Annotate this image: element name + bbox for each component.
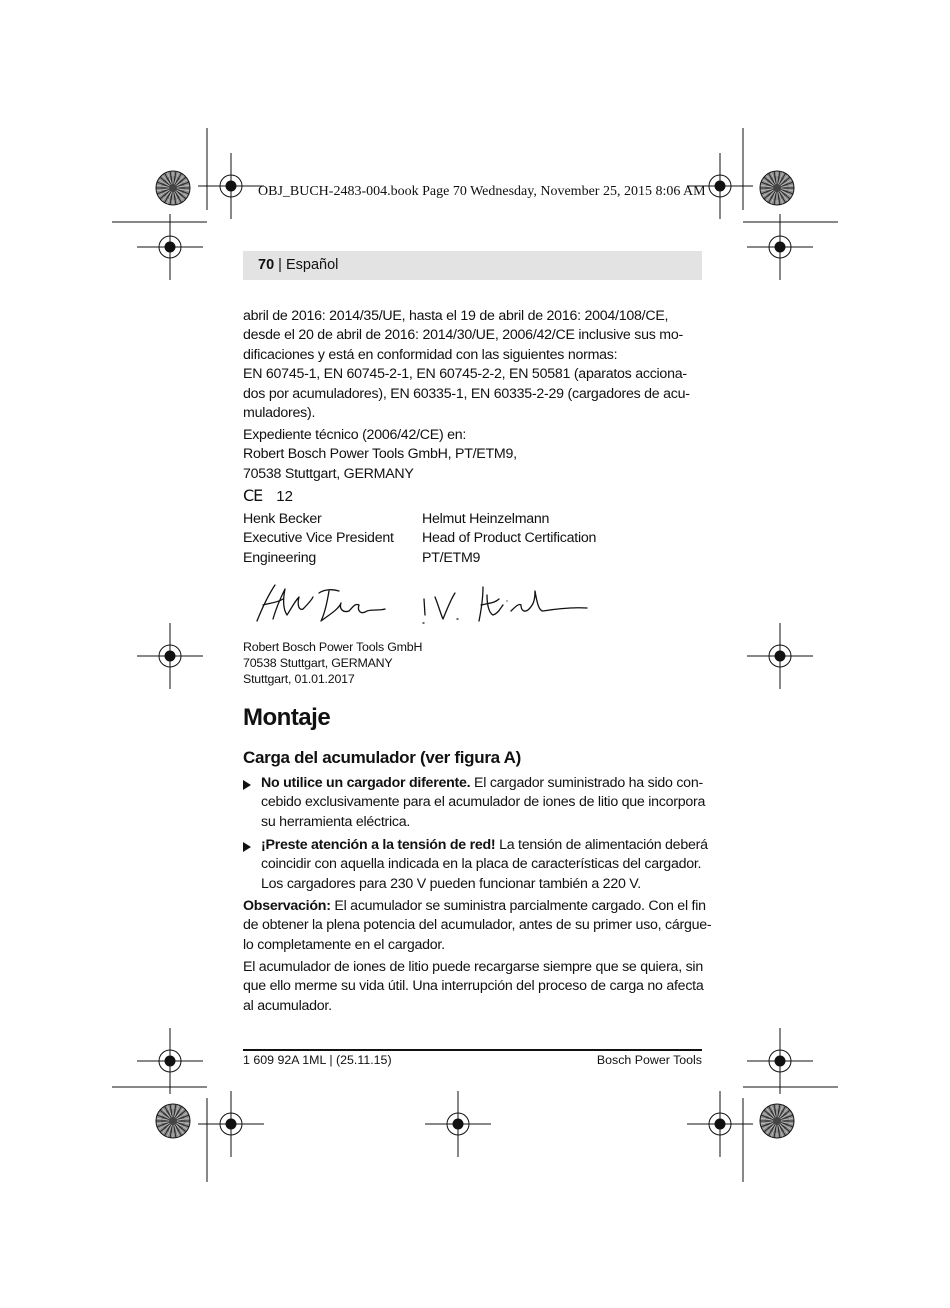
text-line: dificaciones y está en conformidad con las siguientes normas: xyxy=(243,346,618,363)
header-section: Español xyxy=(285,257,339,273)
ce-symbol: CE xyxy=(243,486,263,505)
signatory-department: Engineering xyxy=(243,549,316,566)
bullet-arrow-icon xyxy=(243,780,251,790)
text-line: dos por acumuladores), EN 60335-1, EN 60335-2-29 (cargadores de acu- xyxy=(243,385,690,402)
footer-rule xyxy=(243,1049,702,1051)
bullet-text: La tensión de alimentación deberá xyxy=(495,837,708,853)
text-line: abril de 2016: 2014/35/UE, hasta el 19 de abril de 2016: 2004/108/CE, xyxy=(243,308,669,324)
text-line: coincidir con aquella indicada en la placa de características del cargador. xyxy=(261,856,702,873)
ce-year: 12 xyxy=(276,488,293,505)
signatory-name: Helmut Heinzelmann xyxy=(422,511,550,527)
text-line: su herramienta eléctrica. xyxy=(261,813,411,830)
technical-file-paragraph xyxy=(243,426,703,484)
bullet-item xyxy=(243,774,706,832)
text-line: Expediente técnico (2006/42/CE) en: xyxy=(243,427,467,443)
signatory-title: Head of Product Certification xyxy=(422,530,597,547)
text-line: 70538 Stuttgart, GERMANY xyxy=(243,465,414,482)
text-line: que ello merme su vida útil. Una interrupción del proceso de carga no afecta xyxy=(243,978,704,995)
company-address: 70538 Stuttgart, GERMANY xyxy=(243,656,393,670)
section-title: Montaje xyxy=(243,704,331,731)
page-number: 70 xyxy=(258,257,275,273)
bullet-bold: No utilice un cargador diferente. xyxy=(261,775,471,791)
signatory-left xyxy=(243,510,394,568)
text-line: El acumulador de iones de litio puede recargarse siempre que se quiera, sin xyxy=(243,959,703,975)
slug-line: OBJ_BUCH-2483-004.book Page 70 Wednesday, November 25, 2015 8:06 AM xyxy=(258,184,706,199)
text-line: Los cargadores para 230 V pueden funcionar también a 220 V. xyxy=(261,875,641,892)
bullet-text: El cargador suministrado ha sido con- xyxy=(470,775,703,791)
signatory-title: Executive Vice President xyxy=(243,530,394,547)
text-line: al acumulador. xyxy=(243,997,332,1014)
text-line: cebido exclusivamente para el acumulador de iones de litio que incorpora xyxy=(261,794,706,811)
star-mark-tr xyxy=(760,171,794,205)
company-date: Stuttgart, 01.01.2017 xyxy=(243,672,355,686)
star-mark-tl xyxy=(156,171,190,205)
compliance-paragraph xyxy=(243,307,703,423)
bullet-item xyxy=(243,836,708,894)
signatures-image xyxy=(243,575,603,635)
text-line: de obtener la plena potencia del acumulador, antes de su primer uso, cárgue- xyxy=(243,917,712,934)
note-paragraph xyxy=(243,897,712,955)
text-line: Robert Bosch Power Tools GmbH, PT/ETM9, xyxy=(243,446,517,463)
ce-marking xyxy=(243,486,293,505)
footer-doc-id: 1 609 92A 1ML | (25.11.15) xyxy=(243,1053,392,1067)
company-block xyxy=(243,639,422,687)
note-label: Observación: xyxy=(243,898,331,914)
signatory-department: PT/ETM9 xyxy=(422,549,481,566)
signatory-name: Henk Becker xyxy=(243,511,322,527)
text-line: muladores). xyxy=(243,405,316,422)
star-mark-bl xyxy=(156,1104,190,1138)
header-separator: | xyxy=(274,257,286,273)
text-line: lo completamente en el cargador. xyxy=(243,936,445,953)
text-line: EN 60745-1, EN 60745-2-1, EN 60745-2-2, EN 50581 (aparatos acciona- xyxy=(243,366,687,383)
bullet-arrow-icon xyxy=(243,842,251,852)
signatory-right xyxy=(422,510,596,568)
page-header xyxy=(258,257,338,273)
footer-brand: Bosch Power Tools xyxy=(596,1053,702,1067)
closing-paragraph xyxy=(243,958,703,1016)
note-text: El acumulador se suministra parcialmente cargado. Con el fin xyxy=(330,898,706,914)
company-name: Robert Bosch Power Tools GmbH xyxy=(243,640,423,654)
text-line: desde el 20 de abril de 2016: 2014/30/UE, 2006/42/CE inclusive sus mo- xyxy=(243,327,683,344)
bullet-bold: ¡Preste atención a la tensión de red! xyxy=(261,837,496,853)
subsection-title: Carga del acumulador (ver figura A) xyxy=(243,748,521,767)
star-mark-br xyxy=(760,1104,794,1138)
